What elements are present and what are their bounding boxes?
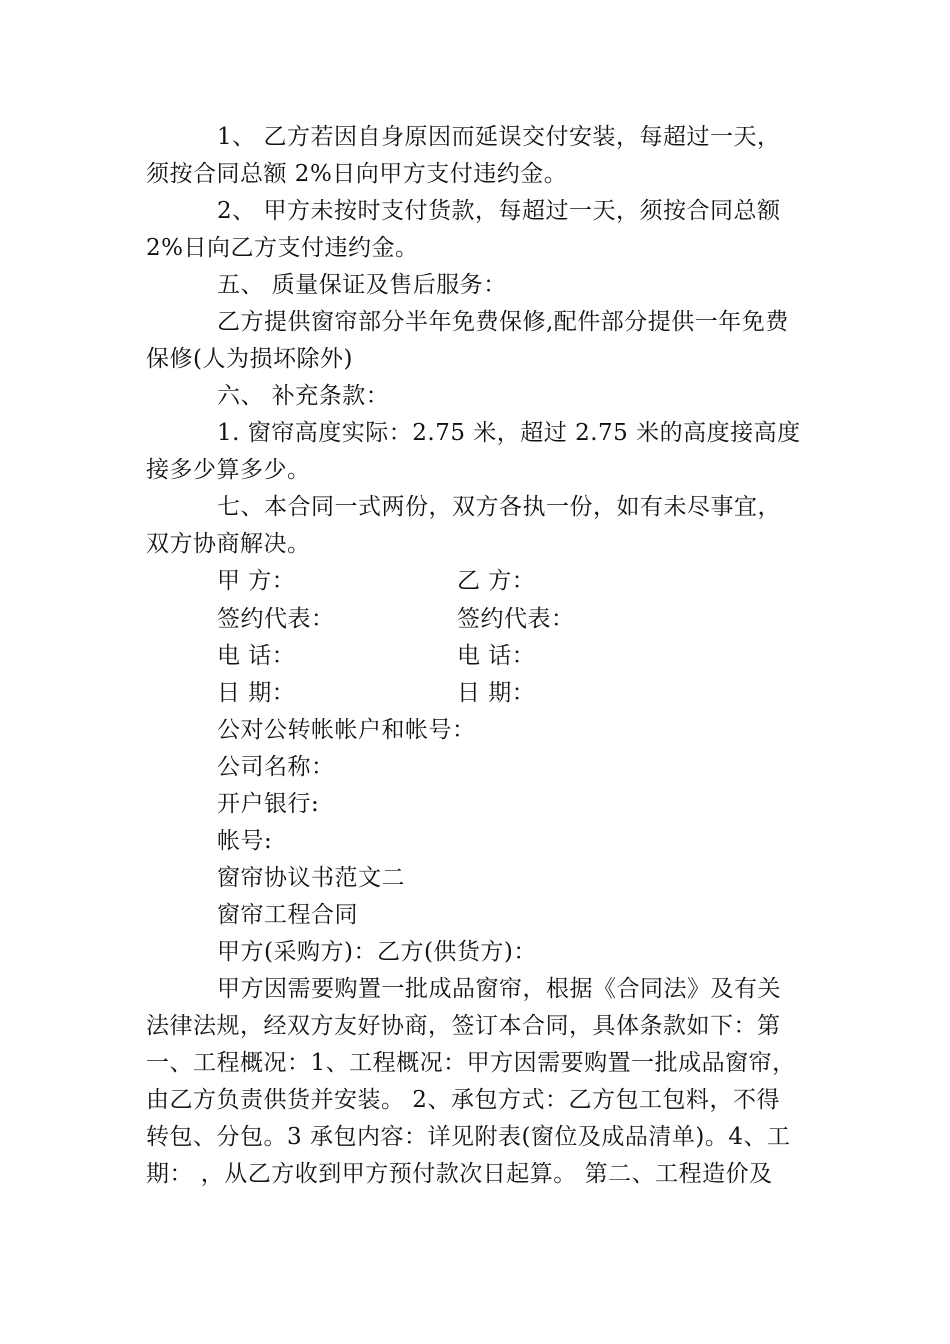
warranty-line-2: 保修(人为损坏除外) — [146, 346, 353, 372]
bank-label: 开户银行: — [217, 791, 320, 817]
account-number-label: 帐号: — [217, 828, 273, 854]
party-b-label: 乙 方： — [457, 568, 536, 594]
section-7-line-2: 双方协商解决。 — [146, 531, 311, 557]
contract-body-line-3: 一、工程概况：1、工程概况：甲方因需要购置一批成品窗帘， — [146, 1050, 796, 1076]
party-a-label: 甲 方： — [217, 568, 296, 594]
second-sample-heading: 窗帘协议书范文二 — [217, 865, 405, 891]
company-name-label: 公司名称： — [217, 754, 335, 780]
party-a-rep-label: 签约代表： — [217, 606, 335, 632]
party-b-phone-label: 电 话： — [457, 643, 536, 669]
party-b-date-label: 日 期： — [457, 680, 536, 706]
section-7-line-1: 七、本合同一式两份，双方各执一份，如有未尽事宜， — [217, 494, 781, 520]
contract-body-line-4: 由乙方负责供货并安装。 2、承包方式：乙方包工包料，不得 — [146, 1087, 780, 1113]
account-heading: 公对公转帐帐户和帐号： — [217, 717, 476, 743]
section-6-heading: 六、 补充条款： — [217, 383, 390, 409]
clause-1-line-1: 1、 乙方若因自身原因而延误交付安装，每超过一天， — [217, 124, 781, 150]
party-b-rep-label: 签约代表： — [457, 606, 575, 632]
contract-body-line-2: 法律法规，经双方友好协商，签订本合同，具体条款如下：第 — [146, 1013, 781, 1039]
contract-title: 窗帘工程合同 — [217, 902, 358, 928]
contract-body-line-6: 期： ，从乙方收到甲方预付款次日起算。 第二、工程造价及 — [146, 1161, 773, 1187]
warranty-line-1: 乙方提供窗帘部分半年免费保修,配件部分提供一年免费 — [217, 309, 789, 335]
clause-2-line-2: 2%日向乙方支付违约金。 — [146, 235, 419, 261]
party-a-date-label: 日 期： — [217, 680, 296, 706]
supplement-line-1: 1. 窗帘高度实际：2.75 米，超过 2.75 米的高度接高度 — [217, 420, 801, 446]
section-5-heading: 五、 质量保证及售后服务： — [217, 272, 507, 298]
supplement-line-2: 接多少算多少。 — [146, 457, 311, 483]
contract-body-line-5: 转包、分包。3 承包内容：详见附表(窗位及成品清单)。4、工 — [146, 1124, 791, 1150]
contract-body-line-1: 甲方因需要购置一批成品窗帘，根据《合同法》及有关 — [217, 976, 781, 1002]
clause-1-line-2: 须按合同总额 2%日向甲方支付违约金。 — [146, 161, 568, 187]
contract-parties: 甲方(采购方)：乙方(供货方)： — [217, 939, 537, 965]
party-a-phone-label: 电 话： — [217, 643, 296, 669]
clause-2-line-1: 2、 甲方未按时支付货款，每超过一天，须按合同总额 — [217, 198, 781, 224]
